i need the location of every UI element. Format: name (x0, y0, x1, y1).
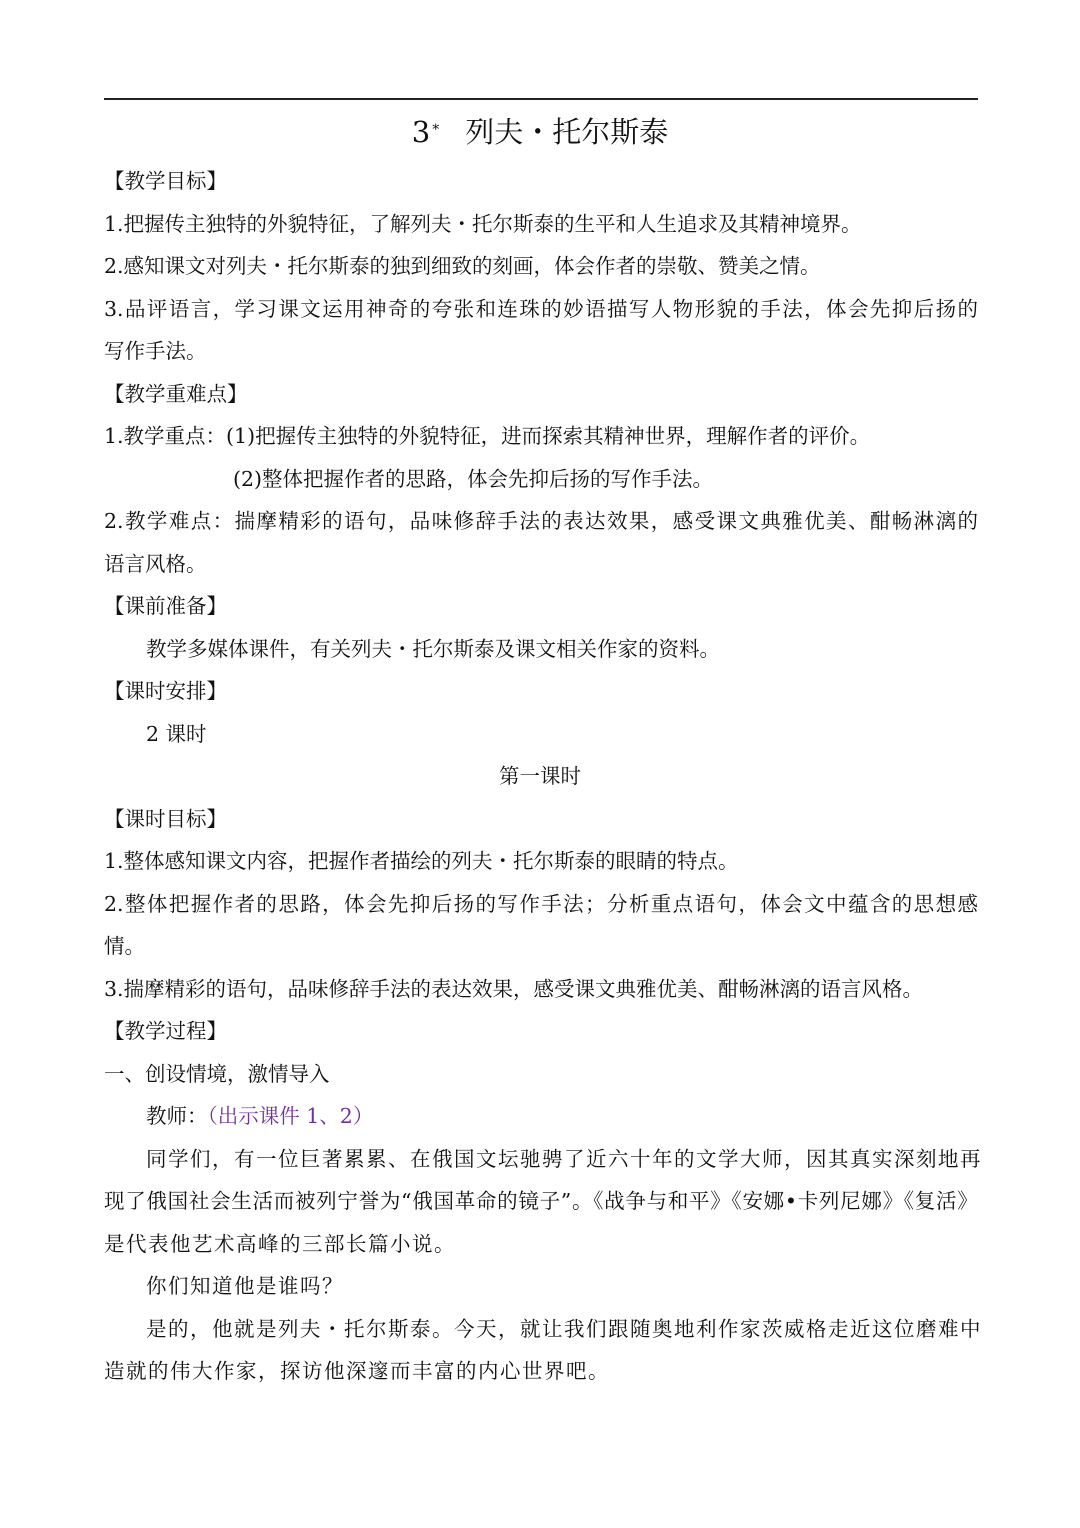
period-goal-item: 1.整体感知课文内容，把握作者描绘的列夫・托尔斯泰的眼睛的特点。 (104, 849, 739, 873)
goal-item-continued: 写作手法。 (104, 339, 207, 363)
period-goal-item-continued: 情。 (104, 934, 145, 958)
lesson-title-text: 列夫・托尔斯泰 (465, 115, 669, 149)
period-goal-item: 3.揣摩精彩的语句，品味修辞手法的表达效果，感受课文典雅优美、酣畅淋漓的语言风格。 (104, 977, 924, 1001)
key-point-continued: 语言风格。 (104, 552, 207, 576)
teacher-line (146, 1102, 978, 1130)
process-heading: 【教学过程】 (104, 1019, 227, 1043)
lesson-number: 3 (411, 115, 431, 149)
prep-heading: 【课前准备】 (104, 594, 227, 618)
goal-item: 1.把握传主独特的外貌特征，了解列夫・托尔斯泰的生平和人生追求及其精神境界。 (104, 212, 862, 236)
period-goals-heading: 【课时目标】 (104, 807, 227, 831)
paragraph-line: 你们知道他是谁吗？ (146, 1274, 344, 1298)
goals-heading: 【教学目标】 (104, 169, 227, 193)
schedule-heading: 【课时安排】 (104, 679, 227, 703)
lesson-mark: * (432, 122, 440, 138)
paragraph-line: 是的，他就是列夫・托尔斯泰。今天，就让我们跟随奥地利作家茨威格走近这位磨难中 (146, 1317, 982, 1341)
paragraph-line: 造就的伟大作家，探访他深邃而丰富的内心世界吧。 (104, 1359, 610, 1383)
goal-item: 3.品评语言，学习课文运用神奇的夸张和连珠的妙语描写人物形貌的手法，体会先抑后扬的 (104, 297, 978, 321)
key-heading: 【教学重难点】 (104, 382, 248, 406)
schedule-text: 2 课时 (146, 722, 207, 746)
courseware-note: （出示课件 1、2） (207, 1104, 374, 1128)
key-point: 1.教学重点：(1)把握传主独特的外貌特征，进而探索其精神世界，理解作者的评价。 (104, 424, 871, 448)
paragraph-line: 同学们，有一位巨著累累、在俄国文坛驰骋了近六十年的文学大师，因其真实深刻地再 (146, 1147, 982, 1171)
period-goal-item: 2.整体把握作者的思路，体会先抑后扬的写作手法；分析重点语句，体会文中蕴含的思想感 (104, 892, 978, 916)
key-point: 2.教学难点：揣摩精彩的语句，品味修辞手法的表达效果，感受课文典雅优美、酣畅淋漓的 (104, 509, 978, 533)
goal-item: 2.感知课文对列夫・托尔斯泰的独到细致的刻画，体会作者的崇敬、赞美之情。 (104, 254, 821, 278)
teacher-label: 教师： (146, 1104, 208, 1128)
key-point-sub: (2)整体把握作者的思路，体会先抑后扬的写作手法。 (233, 467, 714, 491)
period-title: 第一课时 (499, 764, 581, 788)
prep-text: 教学多媒体课件，有关列夫・托尔斯泰及课文相关作家的资料。 (146, 637, 720, 661)
lesson-title (0, 112, 1080, 152)
step-one-heading: 一、创设情境，激情导入 (104, 1062, 330, 1086)
header-rule (104, 98, 978, 100)
paragraph-line: 是代表他艺术高峰的三部长篇小说。 (104, 1232, 456, 1256)
paragraph-line: 现了俄国社会生活而被列宁誉为“俄国革命的镜子”。《战争与和平》《安娜•卡列尼娜》《复活》 (104, 1189, 978, 1213)
